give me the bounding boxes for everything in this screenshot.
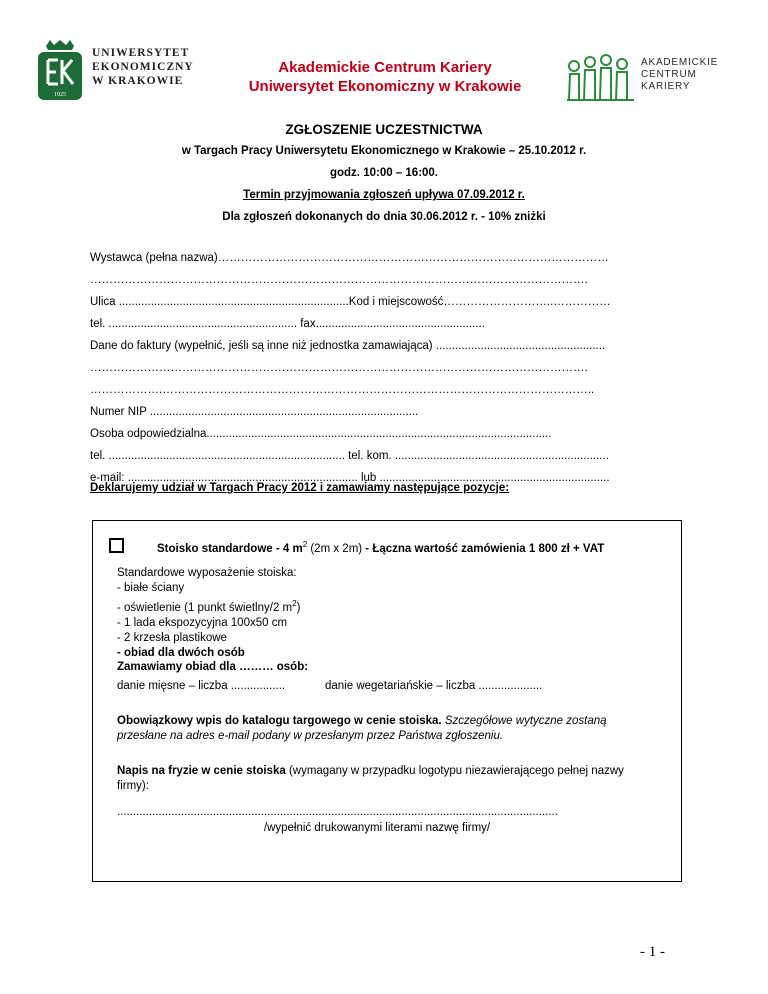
equipment-item: - 1 lada ekspozycyjna 100x50 cm [117, 616, 288, 629]
frieze-note-bold: Napis na fryzie w cenie stoiska [117, 765, 286, 777]
catalog-note [117, 714, 657, 744]
equipment-item: - 2 krzesła plastikowe [117, 631, 227, 644]
stand-title-sup: 2 [302, 540, 308, 549]
vegetarian-dish-field: danie wegetariańskie – liczba .................... [325, 680, 543, 692]
equipment-list [117, 566, 300, 661]
meat-dish-field: danie mięsne – liczba ................. [117, 680, 286, 692]
page-number: - 1 - [640, 944, 665, 960]
form-line: …………………………………………………………………………………………………………………. [90, 274, 588, 286]
form-line: …………………………………………………………………………………………………………………. [90, 362, 588, 374]
stand-title-size: (2m x 2m) [307, 542, 366, 555]
equipment-item: - białe ściany [117, 582, 185, 594]
frieze-name-field: .......................................................................................................................................... [117, 806, 558, 818]
akk-name [641, 57, 718, 93]
form-line: Dane do faktury (wypełnić, jeśli są inne niż jednostka zamawiająca) ..................................................... [90, 340, 606, 352]
uek-logo-year: 1925 [54, 92, 66, 98]
form-line: Numer NIP .................................................................................... [90, 406, 419, 418]
lunch-order-heading: Zamawiamy obiad dla ……… osób: [117, 661, 309, 673]
catalog-note-bold: Obowiązkowy wpis do katalogu targowego w cenie stoiska. [117, 715, 442, 727]
event-line: w Targach Pracy Uniwersytetu Ekonomicznego w Krakowie – 25.10.2012 r. [181, 145, 587, 157]
form-line: tel. ........................................................... fax..................................................... [90, 318, 485, 330]
catalog-note-italic: Szczegółowe wytyczne zostaną przesłane na adres e-mail podany w przesłanym przez Państwa zgłoszeniu. [117, 715, 607, 742]
exhibitor-form [90, 247, 680, 489]
form-line: Ulica ........................................................................Kod i miejscowość………………………..…………… [90, 296, 611, 308]
declaration-heading: Deklarujemy udział w Targach Pracy 2012 i zamawiamy następujące pozycje: [90, 482, 510, 494]
akk-name-line: AKADEMICKIE [641, 57, 719, 68]
frieze-note-text: (wymagany w przypadku logotypu niezawierającego pełnej nazwy firmy): [117, 765, 624, 792]
akk-name-line: CENTRUM [641, 69, 697, 80]
form-line: Wystawca (pełna nazwa)………………………………………………………………………………………… [90, 252, 609, 264]
frieze-note [117, 764, 657, 794]
stand-title-bold: Stoisko standardowe - 4 m [157, 542, 303, 555]
akk-name-line: KARIERY [641, 81, 691, 92]
akk-people-logo [566, 52, 636, 102]
hours-line: godz. 10:00 – 16:00. [329, 167, 439, 179]
frieze-name-hint: /wypełnić drukowanymi literami nazwę firmy/ [263, 822, 491, 834]
deadline-line: Termin przyjmowania zgłoszeń upływa 07.09.2012 r. [243, 189, 525, 201]
header-title-line2: Uniwersytet Ekonomiczny w Krakowie [248, 78, 522, 95]
header-title [200, 58, 570, 96]
form-line: e-mail: ........................................................................ lub ........................................................................ [90, 472, 610, 484]
header-title-line1: Akademickie Centrum Kariery [278, 59, 492, 76]
stand-title [157, 540, 604, 555]
stand-checkbox[interactable] [109, 538, 124, 553]
stand-title-price: - Łączna wartość zamówienia 1 800 zł + VAT [365, 542, 605, 555]
uek-name-line: EKONOMICZNY [92, 61, 194, 73]
form-title: ZGŁOSZENIE UCZESTNICTWA [285, 122, 483, 137]
form-line: Osoba odpowiedzialna............................................................................................................ [90, 428, 552, 440]
form-line: tel. .......................................................................... tel. kom. ................................................................... [90, 450, 609, 462]
uek-name [92, 46, 194, 88]
equipment-item: - oświetlenie (1 punkt świetlny/2 $m^2$) [117, 599, 301, 614]
equipment-header: Standardowe wyposażenie stoiska: [117, 567, 297, 579]
form-line: ……………….………………………………………………………………………………………………….. [90, 384, 595, 396]
uek-crest-logo [36, 40, 84, 102]
title-block [90, 122, 678, 232]
uek-name-line: UNIWERSYTET [92, 47, 190, 59]
discount-line: Dla zgłoszeń dokonanych do dnia 30.06.2012 r. - 10% zniżki [222, 211, 546, 223]
uek-name-line: W KRAKOWIE [92, 75, 184, 87]
equipment-item: - obiad dla dwóch osób [117, 646, 245, 659]
